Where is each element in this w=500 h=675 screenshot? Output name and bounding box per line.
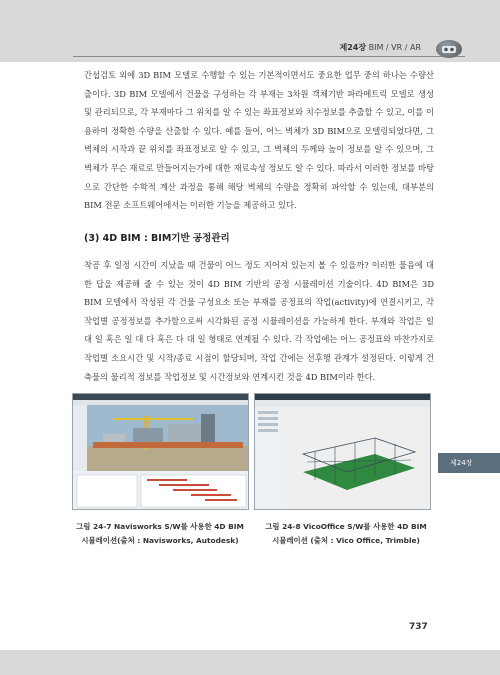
- header-rule: [73, 56, 465, 57]
- navisworks-screenshot-image: [73, 394, 249, 510]
- figure-navisworks: [72, 393, 249, 510]
- figure-vicooffice: [254, 393, 431, 510]
- side-chapter-tab: 제24장: [438, 453, 500, 473]
- figure-7-caption-line1: 그림 24-7 Navisworks S/W를 사용한 4D BIM: [76, 522, 244, 531]
- vr-headset-icon: [436, 40, 462, 58]
- figure-7-caption-line2: 시뮬레이션(출처 : Navisworks, Autodesk): [81, 536, 239, 545]
- chapter-badge: [436, 40, 462, 58]
- chapter-label: [339, 42, 421, 53]
- figure-8-caption: [246, 520, 446, 548]
- paragraph-4d-bim: 착공 후 일정 시간이 지났을 때 건물이 어느 정도 지어져 있는지 볼 수 있을까? 이러한 물음에 대한 답을 제공해 줄 수 있는 것이 4D BIM 기반의 공정 시뮬레이션 기술이다. 4D BIM은 3D BIM 모델에서 작성된 각 건물 구성요소 또는 부재를 공정표의 작업(activity)에 연결시키고, 각 작업별 공정정보를 추가함으로써 시각화된 공정 시뮬레이션을 가능하게 한다. 부재와 작업은 일 대 일 혹은 일 대 다 혹은 다 대 일 형태로 연계될 수 있다. 각 작업에는 어느 공정표와 마찬가지로 작업별 소요시간 및 시작/종료 시점이 할당되며, 작업 간에는 선후행 관계가 설정된다. 이렇게 건축물의 물리적 정보를 작업정보 및 시간정보와 연계시킨 것을 4D BIM이라 한다.: [84, 260, 434, 382]
- vicooffice-screenshot-image: [255, 394, 431, 510]
- bottom-band: [0, 650, 500, 675]
- chapter-topic: BIM / VR / AR: [368, 43, 421, 52]
- figure-8-caption-line1: 그림 24-8 VicoOffice S/W를 사용한 4D BIM: [265, 522, 427, 531]
- page-number: 737: [409, 622, 428, 632]
- chapter-number: 제24장: [339, 43, 367, 52]
- figure-8-caption-line2: 시뮬레이션 (출처 : Vico Office, Trimble): [272, 536, 420, 545]
- running-header: [73, 38, 465, 58]
- paragraph-quantity-takeoff: 간섭검토 외에 3D BIM 모델로 수행할 수 있는 기본적이면서도 중요한 업무 중의 하나는 수량산출이다. 3D BIM 모델에서 건물을 구성하는 각 부재는 3차원 객체기반 파라메트릭 모델로 생성 및 관리되므로, 각 부재마다 그 위치를 알 수 있는 좌표정보와 치수정보를 추출할 수 있고, 이를 이용하여 정확한 수량을 산출할 수 있다. 예를 들어, 어느 벽체가 3D BIM으로 모델링되었다면, 그 벽체의 시작과 끝 위치를 좌표정보로 알 수 있고, 그 벽체의 두께와 높이 정보를 알 수 있으며, 그 벽체가 무슨 재료로 만들어지는가에 대한 재료속성 정보도 알 수 있다. 따라서 이러한 정보를 바탕으로 간단한 수학적 계산 과정을 통해 해당 벽체의 수량을 정확히 파악할 수 있는데, 대부분의 BIM 전문 소프트웨어에서는 이러한 기능을 제공하고 있다.: [84, 70, 434, 211]
- section-title: (3) 4D BIM : BIM기반 공정관리: [84, 233, 230, 244]
- figure-7-caption: [62, 520, 258, 548]
